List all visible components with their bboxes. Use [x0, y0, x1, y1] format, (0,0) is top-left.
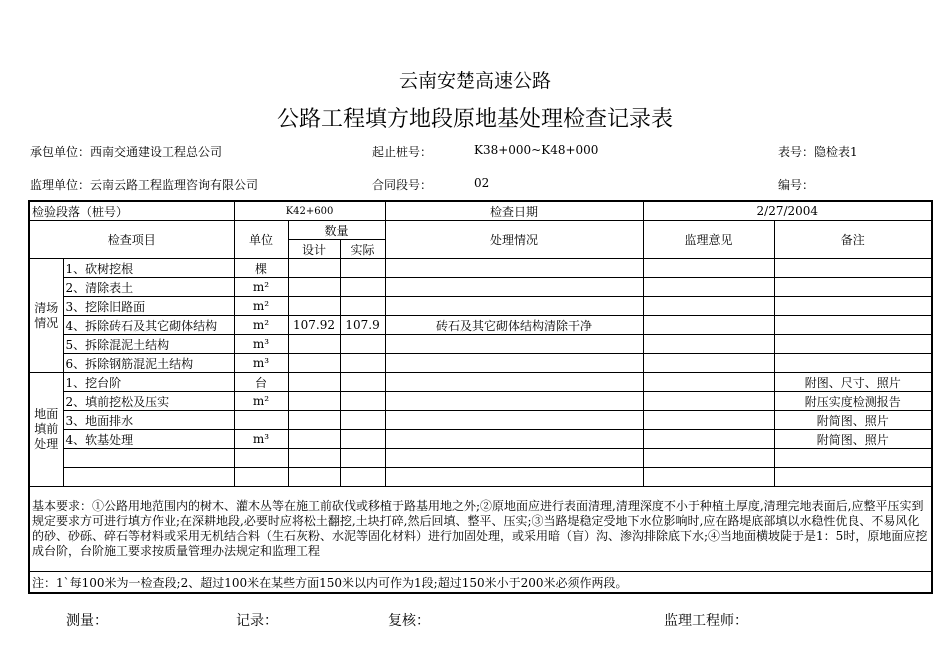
- row-unit: m³: [234, 335, 288, 354]
- row-unit: m²: [234, 297, 288, 316]
- row-actual: [340, 297, 385, 316]
- row-handling: 砖石及其它砌体结构清除干净: [385, 316, 643, 335]
- row-opinion: [643, 468, 774, 487]
- row-item: 4、拆除砖石及其它砌体结构: [63, 316, 234, 335]
- row-handling: [385, 373, 643, 392]
- row-opinion: [643, 316, 774, 335]
- serial-number: 编号：: [778, 178, 815, 192]
- row-design: [288, 354, 340, 373]
- row-handling: [385, 259, 643, 278]
- row-design: [288, 335, 340, 354]
- row-unit: [234, 468, 288, 487]
- row-actual: [340, 335, 385, 354]
- row-remark: [774, 316, 932, 335]
- row-item: 2、填前挖松及压实: [63, 392, 234, 411]
- table-row: [29, 354, 932, 373]
- row-remark: [774, 335, 932, 354]
- row-design: [288, 411, 340, 430]
- table-row: [29, 316, 932, 335]
- table-row: [29, 335, 932, 354]
- row-remark: 附简图、照片: [774, 430, 932, 449]
- table-row: [29, 468, 932, 487]
- row-opinion: [643, 430, 774, 449]
- row-actual: [340, 354, 385, 373]
- station-label: 起止桩号：: [372, 145, 433, 159]
- form-title: 公路工程填方地段原地基处理检查记录表: [276, 107, 673, 132]
- sign-measure: 测量：: [66, 613, 108, 629]
- row-unit: m²: [234, 278, 288, 297]
- row-handling: [385, 278, 643, 297]
- row-handling: [385, 430, 643, 449]
- row-remark: 附压实度检测报告: [774, 392, 932, 411]
- row-unit: 台: [234, 373, 288, 392]
- row-handling: [385, 411, 643, 430]
- row-design: [288, 259, 340, 278]
- group-ground-treatment: 地面填前处理: [29, 373, 63, 487]
- station-value: K38+000~K48+000: [474, 143, 599, 157]
- header-design: 设计: [288, 240, 340, 259]
- header-item: 检查项目: [29, 221, 234, 259]
- row-remark: [774, 297, 932, 316]
- row-remark: 附图、尺寸、照片: [774, 373, 932, 392]
- footnote: 注：1`每100米为一检查段;2、超过100米在某些方面150米以内可作为1段;超过150米小于200米必须作两段。: [29, 572, 932, 594]
- row-actual: [340, 449, 385, 468]
- contract-value: 02: [474, 176, 490, 190]
- row-design: [288, 278, 340, 297]
- row-item: 4、软基处理: [63, 430, 234, 449]
- form-number: 表号：隐检表1: [778, 145, 858, 159]
- row-actual: [340, 468, 385, 487]
- row-item: 5、拆除混泥土结构: [63, 335, 234, 354]
- row-handling: [385, 354, 643, 373]
- row-item: 2、清除表土: [63, 278, 234, 297]
- row-unit: m²: [234, 392, 288, 411]
- row-item: 6、拆除钢筋混泥土结构: [63, 354, 234, 373]
- sign-record: 记录：: [236, 613, 278, 629]
- row-unit: 棵: [234, 259, 288, 278]
- row-remark: 附简图、照片: [774, 411, 932, 430]
- row-design: [288, 449, 340, 468]
- row-actual: [340, 278, 385, 297]
- row-item: 3、挖除旧路面: [63, 297, 234, 316]
- row-opinion: [643, 449, 774, 468]
- row-remark: [774, 468, 932, 487]
- sign-review: 复核：: [388, 613, 430, 629]
- row-handling: [385, 449, 643, 468]
- row-actual: [340, 411, 385, 430]
- date-value: 2/27/2004: [643, 201, 932, 221]
- row-remark: [774, 354, 932, 373]
- segment-value: K42+600: [234, 201, 385, 221]
- row-design: [288, 430, 340, 449]
- sign-engineer: 监理工程师：: [664, 613, 748, 629]
- row-item: [63, 468, 234, 487]
- supervisor-label: 监理单位：云南云路工程监理咨询有限公司: [30, 178, 259, 192]
- header-quantity: 数量: [288, 221, 385, 240]
- table-row: [29, 259, 932, 278]
- row-opinion: [643, 354, 774, 373]
- row-actual: [340, 430, 385, 449]
- table-row: [29, 430, 932, 449]
- header-remark: 备注: [774, 221, 932, 259]
- row-opinion: [643, 297, 774, 316]
- segment-label: 检验段落（桩号）: [29, 201, 234, 221]
- row-handling: [385, 392, 643, 411]
- header-handling: 处理情况: [385, 221, 643, 259]
- table-row: [29, 449, 932, 468]
- row-actual: [340, 392, 385, 411]
- row-item: 1、砍树挖根: [63, 259, 234, 278]
- row-opinion: [643, 392, 774, 411]
- group-cleanup: 清场情况: [29, 259, 63, 373]
- row-opinion: [643, 259, 774, 278]
- table-row: [29, 297, 932, 316]
- table-row: [29, 373, 932, 392]
- row-handling: [385, 297, 643, 316]
- date-label: 检查日期: [385, 201, 643, 221]
- row-item: 1、挖台阶: [63, 373, 234, 392]
- basic-requirements: 基本要求：①公路用地范围内的树木、灌木丛等在施工前砍伐或移植于路基用地之外;②原地面应进行表面清理,清理深度不小于种植土厚度,清理完地表面后,应整平压实到规定要求方可进行填方作业;在深耕地段,必要时应将松土翻挖,土块打碎,然后回填、整平、压实;③当路堤稳定受地下水位影响时,应在路堤底部填以水稳性优良、不易风化的砂、砂砾、碎石等材料或采用无机结合料（生石灰粉、水泥等固化材料）进行加固处理，或采用暗（盲）沟、渗沟排除底下水;④当地面横坡陡于是1：5时，原地面应挖成台阶，台阶施工要求按质量管理办法规定和监理工程: [29, 487, 932, 572]
- row-unit: [234, 411, 288, 430]
- table-row: [29, 278, 932, 297]
- table-row: [29, 411, 932, 430]
- contract-label: 合同段号：: [372, 178, 433, 192]
- row-remark: [774, 449, 932, 468]
- row-remark: [774, 259, 932, 278]
- project-title: 云南安楚高速公路: [398, 70, 551, 92]
- row-design: [288, 392, 340, 411]
- row-unit: m³: [234, 430, 288, 449]
- header-opinion: 监理意见: [643, 221, 774, 259]
- row-remark: [774, 278, 932, 297]
- header-unit: 单位: [234, 221, 288, 259]
- table-row: [29, 392, 932, 411]
- row-handling: [385, 335, 643, 354]
- row-item: 3、地面排水: [63, 411, 234, 430]
- row-opinion: [643, 411, 774, 430]
- row-design: [288, 468, 340, 487]
- row-design: [288, 297, 340, 316]
- header-actual: 实际: [340, 240, 385, 259]
- row-item: [63, 449, 234, 468]
- row-unit: [234, 449, 288, 468]
- inspection-table: [28, 200, 933, 594]
- contractor-label: 承包单位：西南交通建设工程总公司: [30, 145, 223, 159]
- row-opinion: [643, 373, 774, 392]
- row-opinion: [643, 335, 774, 354]
- row-actual: 107.9: [340, 316, 385, 335]
- row-design: 107.92: [288, 316, 340, 335]
- row-unit: m³: [234, 354, 288, 373]
- row-actual: [340, 259, 385, 278]
- row-actual: [340, 373, 385, 392]
- row-opinion: [643, 278, 774, 297]
- row-handling: [385, 468, 643, 487]
- row-design: [288, 373, 340, 392]
- row-unit: m²: [234, 316, 288, 335]
